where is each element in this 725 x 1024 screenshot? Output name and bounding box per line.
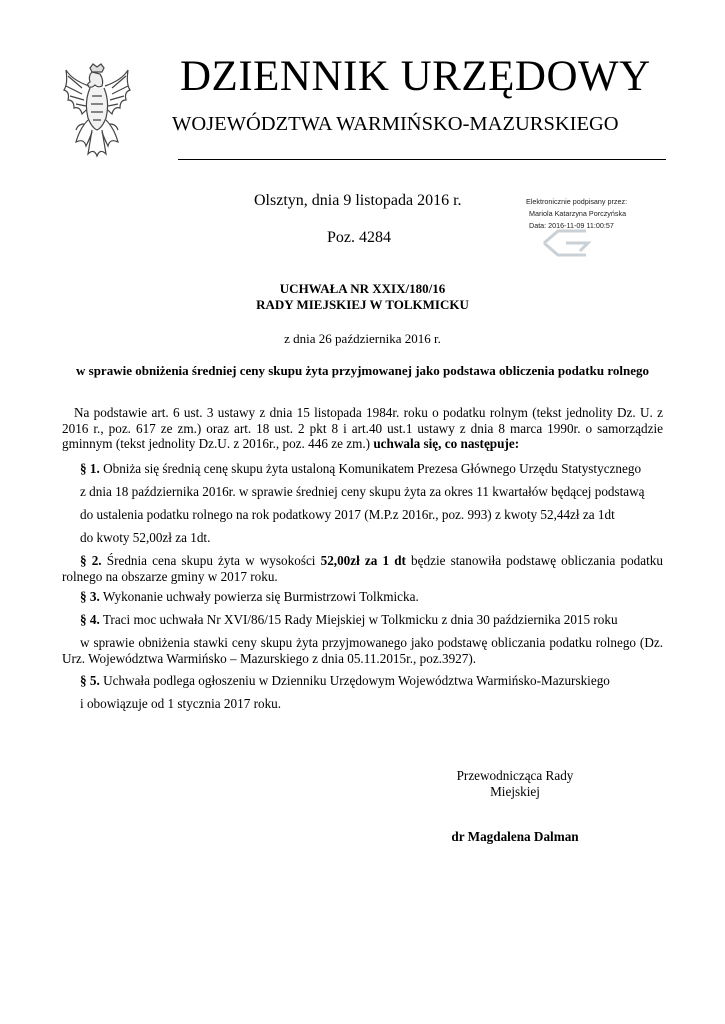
paragraph-5-mark: § 5. (80, 673, 100, 688)
paragraph-3-mark: § 3. (80, 589, 100, 604)
paragraph-5-line2: i obowiązuje od 1 stycznia 2017 roku. (80, 696, 282, 711)
signer-role-line2: Miejskiej (490, 783, 540, 799)
paragraph-4-text: Traci moc uchwała Nr XVI/86/15 Rady Miejskiej w Tolkmicku z dnia 30 października 2015 roku (102, 612, 618, 627)
resolution-title-line1: UCHWAŁA NR XXIX/180/16 (279, 281, 446, 296)
paragraph-3-text: Wykonanie uchwały powierza się Burmistrzowi Tolkmicka. (102, 589, 419, 604)
header-divider (178, 159, 666, 160)
signer-role (440, 768, 590, 799)
paragraph-2-text-a: Średnia cena skupu żyta w wysokości (106, 553, 316, 568)
paragraph-2-amount: 52,00zł za 1 dt (320, 553, 406, 568)
paragraph-5-text: Uchwała podlega ogłoszeniu w Dzienniku Urzędowym Województwa Warmińsko-Mazurskiego (103, 673, 610, 688)
resolution-title-line2: RADY MIEJSKIEJ W TOLKMICKU (256, 297, 469, 312)
paragraph-2-mark: § 2. (80, 553, 102, 568)
signature-date: Data: 2016-11-09 11:00:57 (529, 221, 614, 230)
paragraph-1-line4: do kwoty 52,00zł za 1dt. (80, 530, 211, 545)
preamble (62, 405, 663, 452)
position-number: Poz. 4284 (327, 229, 391, 246)
eagle-emblem-icon (62, 62, 132, 158)
preamble-text: Na podstawie art. 6 ust. 3 ustawy z dnia 15 listopada 1984r. roku o podatku rolnym (tekst jednolity Dz. U. z 2016 r., poz. 617 ze zm.) oraz art. 18 ust. 2 pkt 8 i art.40 ust.1 ustawy z dnia 8 marca 1990r. o samorządzie gminnym (tekst jednolity Dz.U. z 2016r., poz. 446 ze zm.) (62, 405, 663, 451)
paragraph-2-text-b: będzie stanowiła podstawę obliczania podatku rolnego na obszarze gminy w 2017 roku. (62, 553, 663, 584)
paragraph-5-line1 (80, 673, 610, 689)
journal-title: DZIENNIK URZĘDOWY (180, 53, 651, 100)
paragraph-4-mark: § 4. (80, 612, 100, 627)
signature-mark-icon (536, 226, 602, 260)
resolution-subject: w sprawie obniżenia średniej ceny skupu żyta przyjmowanej jako podstawa obliczenia podatku rolnego (76, 363, 649, 378)
signer-name: dr Magdalena Dalman (451, 829, 579, 844)
paragraph-1-line1 (80, 461, 641, 477)
paragraph-4-line2: w sprawie obniżenia stawki ceny skupu żyta przyjmowanego jako podstawę obliczania podatku rolnego (Dz. Urz. Województwa Warmińsko – Mazurskiego z dnia 05.11.2015r., poz.3927). (62, 635, 663, 666)
place-date: Olsztyn, dnia 9 listopada 2016 r. (254, 192, 462, 209)
paragraph-1-line2: z dnia 18 października 2016r. w sprawie średniej ceny skupu żyta za okres 11 kwartałów będącej podstawą (80, 484, 645, 499)
signer-role-line1: Przewodnicząca Rady (456, 768, 574, 783)
resolution-date: z dnia 26 października 2016 r. (284, 331, 441, 346)
signature-signer: Mariola Katarzyna Porczyńska (529, 209, 627, 218)
signature-label: Elektronicznie podpisany przez: (526, 197, 628, 206)
preamble-enactment: uchwala się, co następuje: (373, 436, 520, 451)
paragraph-2 (62, 553, 663, 584)
paragraph-1-mark: § 1. (80, 461, 100, 476)
paragraph-4-line1 (80, 612, 618, 628)
paragraph-3 (80, 589, 419, 605)
paragraph-1-line3: do ustalenia podatku rolnego na rok podatkowy 2017 (M.P.z 2016r., poz. 993) z kwoty 52,44zł za 1dt (80, 507, 615, 522)
journal-subtitle: WOJEWÓDZTWA WARMIŃSKO-MAZURSKIEGO (172, 113, 619, 135)
paragraph-1-text: Obniża się średnią cenę skupu żyta ustaloną Komunikatem Prezesa Głównego Urzędu Statystycznego (103, 461, 642, 476)
